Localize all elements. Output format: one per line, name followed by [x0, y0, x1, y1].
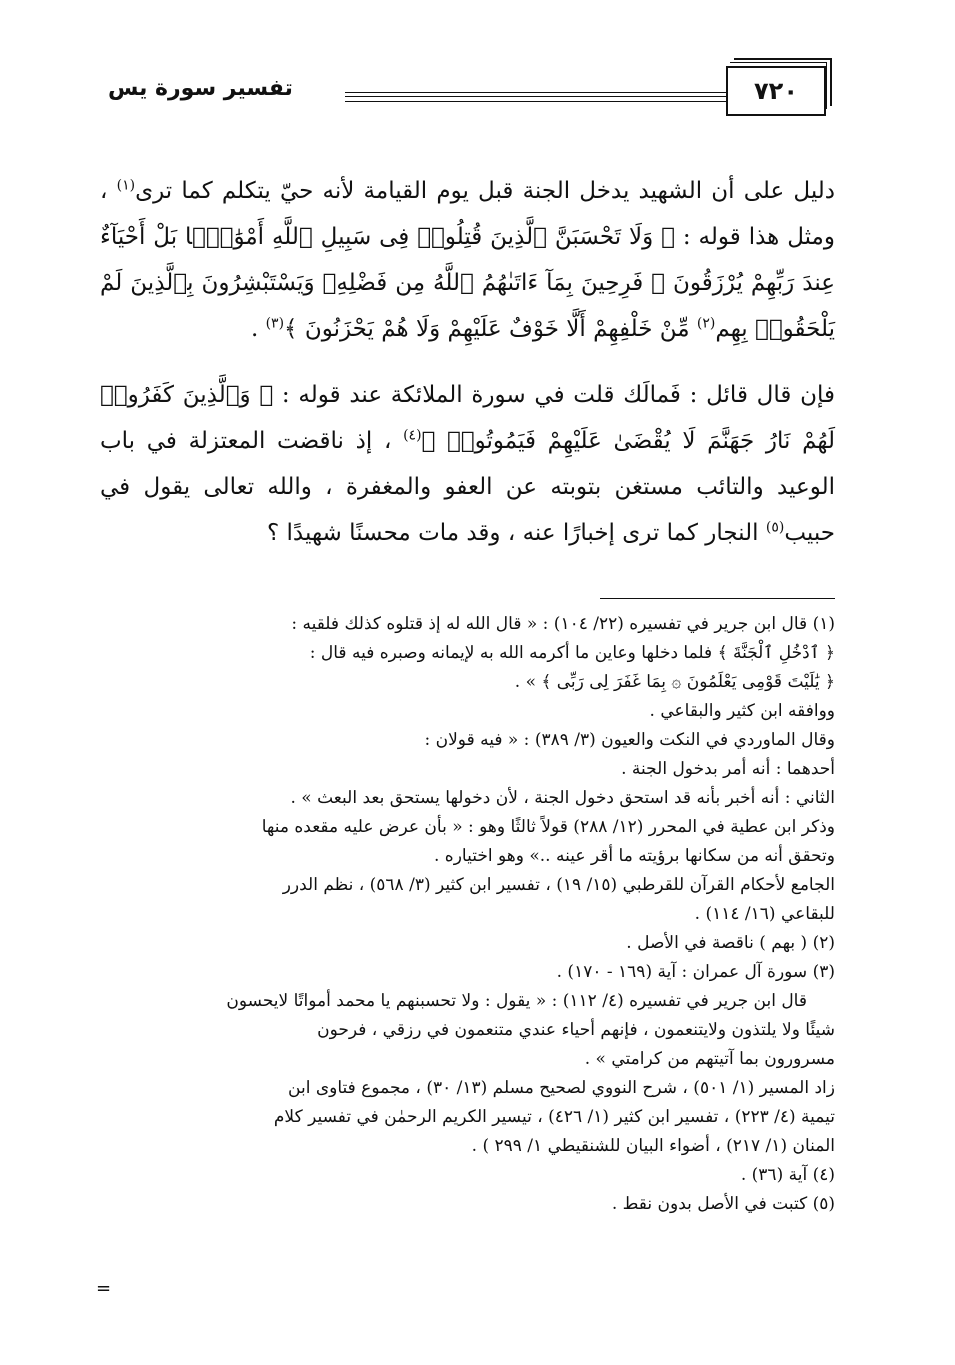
- footnote-line: ووافقه ابن كثير والبقاعي .: [649, 701, 835, 721]
- text-line: في حبيب: [100, 474, 835, 546]
- quran-verse: كَفَرُوا۟ لَهُمْ نَارُ جَهَنَّمَ لَا يُقْضَىٰ عَلَيْهِمْ فَيَمُوتُوا۟ ﴾: [100, 382, 836, 454]
- footnote-5: (٥) كتبت في الأصل بدون نقط .: [611, 1194, 835, 1214]
- footnote-line: وقال الماوردي في النكت والعيون (٣/ ٣٨٩) : « فيه قولان :: [424, 730, 835, 750]
- footnote-1: (١) قال ابن جرير في تفسيره (٢٢/ ١٠٤) : « قال الله له إذ قتلوه كذلك فلقيه :: [291, 614, 835, 634]
- text-line: ترى: [135, 178, 173, 204]
- footnote-ref-5: (٥): [765, 519, 785, 536]
- quran-verse: مِّنْ خَلْفِهِمْ أَلَّا خَوْفٌ عَلَيْهِمْ وَلَا هُمْ يَحْزَنُونَ ﴾: [284, 316, 690, 342]
- footnote-line: المنان (١/ ٢١٧) ، أضواء البيان للشنقيطي ١/ ٢٩٩ ) .: [471, 1136, 835, 1156]
- margin-mark: =: [96, 1278, 112, 1299]
- footnote-line: شيئًا ولا يلتذون ولايتنعمون ، فإنهم أحياء عندي متنعمون في رزقي ، فرحون: [317, 1020, 835, 1040]
- footnote-line: تيمية (٤/ ٢٢٣) ، تفسير ابن كثير (١/ ٤٢٦) ، تيسير الكريم الرحمٰن في تفسير كلام: [273, 1107, 835, 1127]
- footnote-line: للبقاعي (١٦/ ١١٤) .: [694, 904, 835, 924]
- running-title: تفسير سورة يس: [108, 76, 293, 101]
- header-rule: [345, 92, 726, 102]
- footnote-line: وذكر ابن عطية في المحرر (١٢/ ٢٨٨) قولاً ثالثًا وهو : « بأن عرض عليه مقعده منها: [261, 817, 835, 837]
- quran-verse: ، ومثل هذا قوله : ﴿ وَلَا تَحْسَبَنَّ ٱلَّذِينَ قُتِلُوا۟ فِى سَبِيلِ ٱللَّهِ أَمْوَٰتًۢا: [100, 178, 835, 250]
- text-line: فإن قال قائل : فَمالَك قلت في سورة الملائكة عند قوله : ﴿ وَٱلَّذِينَ: [182, 382, 835, 408]
- footnote-line: مسرورون بما آتيتهم من كرامتي » .: [584, 1049, 835, 1069]
- footnote-line: ﴿ يَٰلَيْتَ قَوْمِى يَعْلَمُونَ ۞ بِمَا غَفَرَ لِى رَبِّى ﴾ » .: [514, 672, 835, 692]
- footnote-separator: [600, 598, 835, 599]
- footnote-ref-2: (٢): [696, 315, 716, 332]
- quran-verse: بِٱلَّذِينَ لَمْ يَلْحَقُوا۟ بِهِم: [100, 270, 835, 342]
- text-line: النجار كما ترى إخبارًا عنه ، وقد مات محسنًا شهيدًا ؟: [267, 520, 759, 546]
- footnote-line: زاد المسير (١/ ٥٠١) ، شرح النووي لصحيح مسلم (١٣/ ٣٠) ، مجموع فتاوى ابن: [288, 1078, 835, 1098]
- footnotes: [100, 610, 835, 1219]
- main-text: [100, 168, 835, 576]
- text-line: .: [250, 316, 259, 342]
- paragraph-1: [100, 168, 835, 352]
- footnote-3: (٣) سورة آل عمران : آية (١٦٩ - ١٧٠) .: [556, 962, 835, 982]
- footnote-line: قال ابن جرير في تفسيره (٤/ ١١٢) : « يقول : ولا تحسبنهم يا محمد أمواتًا لايحسون: [226, 991, 807, 1011]
- footnote-line: أحدهما : أنه أمر بدخول الجنة .: [621, 759, 835, 779]
- footnote-ref-1: (١): [116, 177, 136, 194]
- footnote-line: الثاني : أنه أخبر بأنه قد استحق دخول الجنة ، لأن دخولها يستحق بعد البعث » .: [290, 788, 835, 808]
- page-header: [0, 58, 955, 124]
- quran-verse: بَلْ أَحْيَآءٌ عِندَ رَبِّهِمْ يُرْزَقُونَ ۞ فَرِحِينَ بِمَآ ءَاتَىٰهُمُ ٱللَّهُ مِن فَضْلِهِۦ وَيَسْتَبْشِرُونَ: [100, 224, 835, 296]
- text-line: باب الوعيد والتائب مستغن بتوبته عن العفو والمغفرة ، والله تعالى يقول: [100, 428, 836, 500]
- footnote-line: وتحقق أنه من سكانها برؤيته ما أقر عينه ..» وهو اختياره .: [434, 846, 835, 866]
- footnote-line: ﴿ ٱدْخُلِ ٱلْجَنَّةَ ﴾ فلما دخلها وعاين ما أكرمه الله به لإيمانه وصبره فيه قال :: [309, 643, 835, 663]
- text-line: دليل على أن الشهيد يدخل الجنة قبل يوم القيامة لأنه حيّ يتكلم كما: [181, 178, 836, 204]
- footnote-4: (٤) آية (٣٦) .: [740, 1165, 835, 1185]
- footnote-ref-4: (٤): [403, 427, 422, 444]
- footnote-2: (٢) ( بهم ) ناقصة في الأصل .: [626, 933, 835, 953]
- text-line: ، إذ ناقضت المعتزلة في: [146, 428, 392, 454]
- paragraph-2: [100, 372, 835, 556]
- page-number: ٧٢٠: [726, 66, 826, 116]
- footnote-line: الجامع لأحكام القرآن للقرطبي (١٥/ ١٩) ، تفسير ابن كثير (٣/ ٥٦٨) ، نظم الدرر: [282, 875, 835, 895]
- footnote-ref-3: (٣): [265, 315, 285, 332]
